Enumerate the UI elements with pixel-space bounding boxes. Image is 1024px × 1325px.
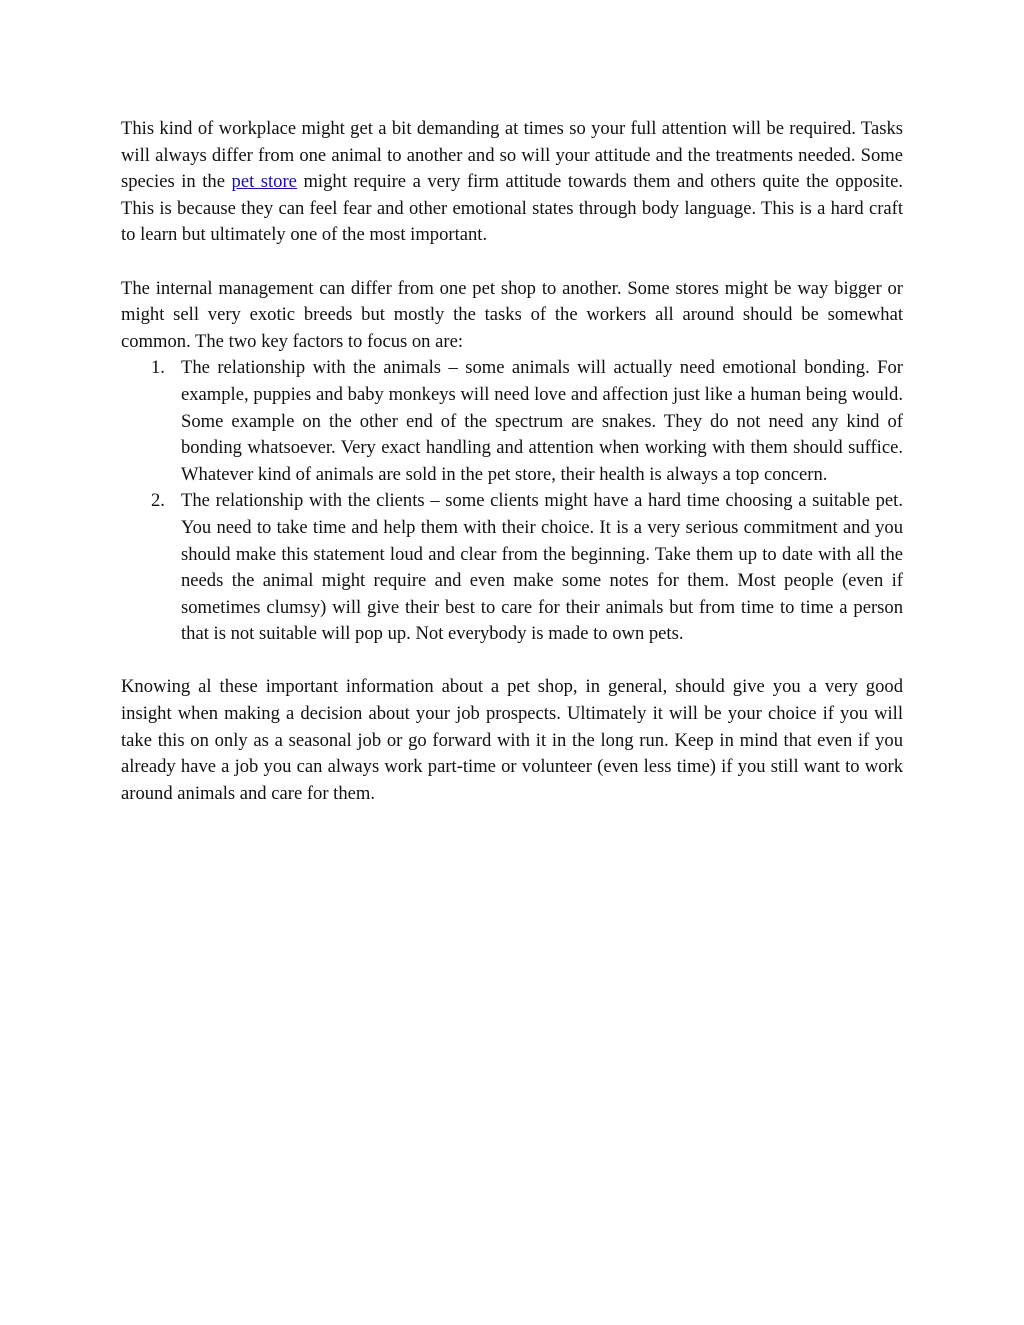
key-factors-list — [121, 355, 903, 648]
intro-text-start: This kind of workplace might get a bit demanding at times so your full attention will be required. Tasks will always differ from one animal to another and so will your attitude and the treatments needed. Some species in the — [121, 118, 903, 193]
management-paragraph: The internal management can differ from one pet shop to another. Some stores might be way bigger or might sell very exotic breeds but mostly the tasks of the workers all around should be somewhat common. The two key factors to focus on are: — [121, 277, 903, 352]
list-item-number: 1. — [151, 357, 165, 379]
list-item-number: 2. — [151, 490, 165, 512]
conclusion-paragraph: Knowing al these important information about a pet shop, in general, should give you a very good insight when making a decision about your job prospects. Ultimately it will be your choice if you will take this on only as a seasonal job or go forward with it in the long run. Keep in mind that even if you already have a job you can always work part-time or volunteer (even less time) if you still want to work around animals and care for them. — [121, 676, 903, 804]
intro-text-end: might require a very firm attitude towards them and others quite the opposite. This is because they can feel fear and other emotional states through body language. This is a hard craft to learn but ultimately one of the most important. — [121, 171, 903, 246]
list-item — [121, 355, 903, 488]
document-page — [121, 116, 903, 834]
list-item-text: The relationship with the animals – some animals will actually need emotional bonding. For example, puppies and baby monkeys will need love and affection just like a human being would. Some example on the other end of the spectrum are snakes. They do not need any kind of bonding whatsoever. Very exact handling and attention when working with them should suffice. Whatever kind of animals are sold in the pet store, their health is always a top concern. — [181, 357, 903, 485]
pet-store-link[interactable]: pet store — [231, 171, 297, 193]
intro-paragraph — [121, 116, 903, 249]
list-item-text: The relationship with the clients – some clients might have a hard time choosing a suitable pet. You need to take time and help them with their choice. It is a very serious commitment and you should make this statement loud and clear from the beginning. Take them up to date with all the needs the animal might require and even make some notes for them. Most people (even if sometimes clumsy) will give their best to care for their animals but from time to time a person that is not suitable will pop up. Not everybody is made to own pets. — [181, 490, 903, 645]
list-item — [121, 488, 903, 648]
